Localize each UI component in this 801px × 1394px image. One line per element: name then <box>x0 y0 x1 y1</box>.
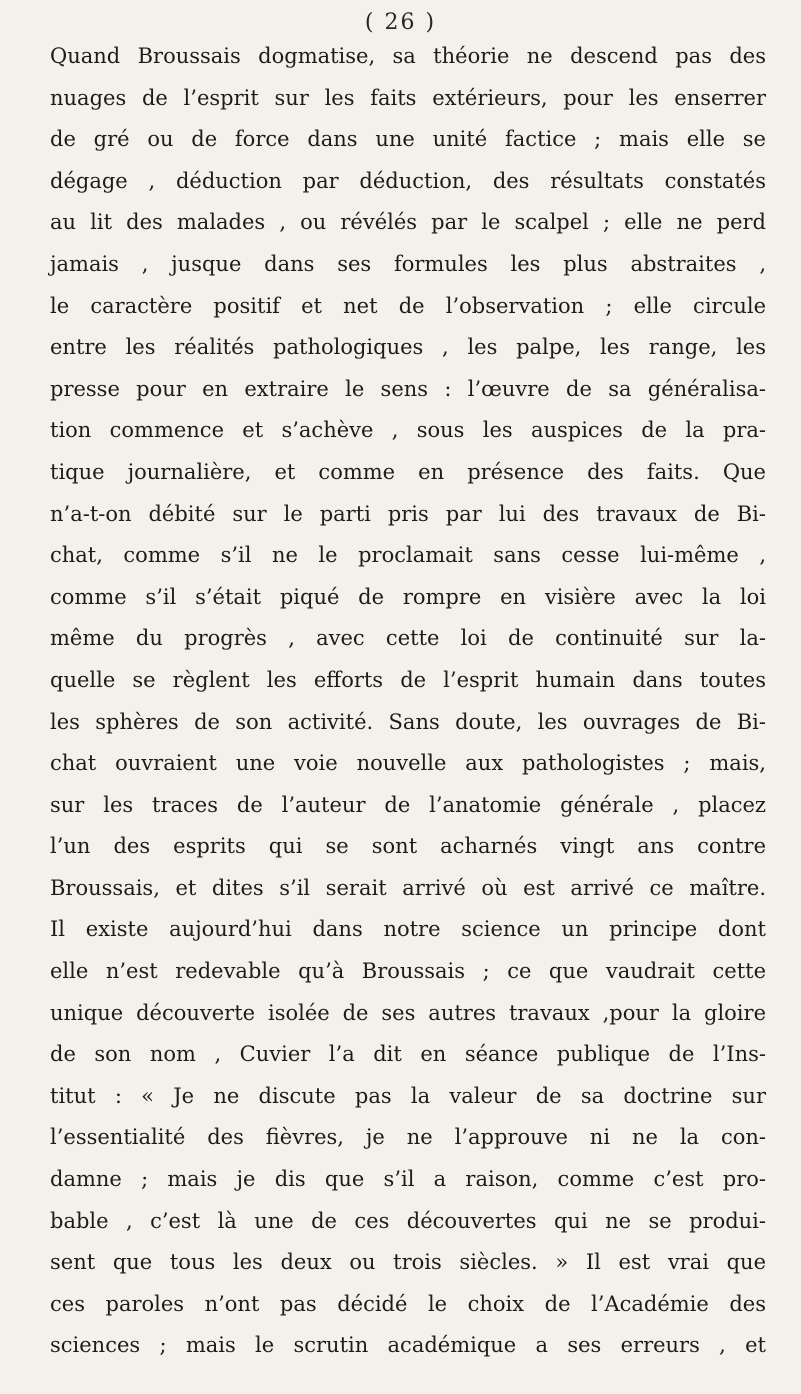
text-line: damne ; mais je dis que s’il a raison, comme c’est pro- <box>50 1167 766 1192</box>
text-line: bable , c’est là une de ces découvertes qui ne se produi- <box>50 1208 766 1233</box>
text-line: de son nom , Cuvier l’a dit en séance publique de l’Ins- <box>50 1042 766 1067</box>
text-line: quelle se règlent les efforts de l’esprit humain dans toutes <box>50 667 766 692</box>
text-line: Broussais, et dites s’il serait arrivé où est arrivé ce maître. <box>50 875 766 900</box>
text-line: tion commence et s’achève , sous les auspices de la pra- <box>50 418 766 443</box>
text-line: le caractère positif et net de l’observation ; elle circule <box>50 293 766 318</box>
text-line: comme s’il s’était piqué de rompre en visière avec la loi <box>50 584 766 609</box>
text-line: Quand Broussais dogmatise, sa théorie ne descend pas des <box>50 44 766 68</box>
text-line: ces paroles n’ont pas décidé le choix de l’Académie des <box>50 1291 766 1316</box>
text-line: titut : « Je ne discute pas la valeur de sa doctrine sur <box>50 1083 766 1108</box>
text-line: les sphères de son activité. Sans doute, les ouvrages de Bi- <box>50 709 766 734</box>
text-line: entre les réalités pathologiques , les palpe, les range, les <box>50 335 766 360</box>
text-line: même du progrès , avec cette loi de continuité sur la- <box>50 626 766 651</box>
text-line: tique journalière, et comme en présence des faits. Que <box>50 459 766 484</box>
text-line: de gré ou de force dans une unité factice ; mais elle se <box>50 127 766 152</box>
page-number: ( 26 ) <box>364 10 437 35</box>
text-line: l’essentialité des fièvres, je ne l’approuve ni ne la con- <box>50 1125 766 1150</box>
text-line: Il existe aujourd’hui dans notre science un principe dont <box>50 917 766 942</box>
text-line: dégage , déduction par déduction, des résultats constatés <box>50 168 766 193</box>
text-line: presse pour en extraire le sens : l’œuvre de sa généralisa- <box>50 376 766 401</box>
text-line: au lit des malades , ou révélés par le scalpel ; elle ne perd <box>50 210 766 235</box>
text-line: sciences ; mais le scrutin académique a ses erreurs , et <box>50 1333 766 1358</box>
text-line: nuages de l’esprit sur les faits extérieurs, pour les enserrer <box>50 85 766 110</box>
text-line: chat, comme s’il ne le proclamait sans cesse lui-même , <box>50 543 766 568</box>
text-line: jamais , jusque dans ses formules les plus abstraites , <box>50 251 766 276</box>
body-text <box>50 36 766 1367</box>
text-line: sur les traces de l’auteur de l’anatomie générale , placez <box>50 792 766 817</box>
text-line: chat ouvraient une voie nouvelle aux pathologistes ; mais, <box>50 751 766 776</box>
text-line: n’a-t-on débité sur le parti pris par lui des travaux de Bi- <box>50 501 766 526</box>
text-line: elle n’est redevable qu’à Broussais ; ce que vaudrait cette <box>50 959 766 984</box>
text-line: sent que tous les deux ou trois siècles. » Il est vrai que <box>50 1250 766 1275</box>
text-line: l’un des esprits qui se sont acharnés vingt ans contre <box>50 834 766 859</box>
text-line: unique découverte isolée de ses autres travaux ,pour la gloire <box>50 1000 766 1025</box>
